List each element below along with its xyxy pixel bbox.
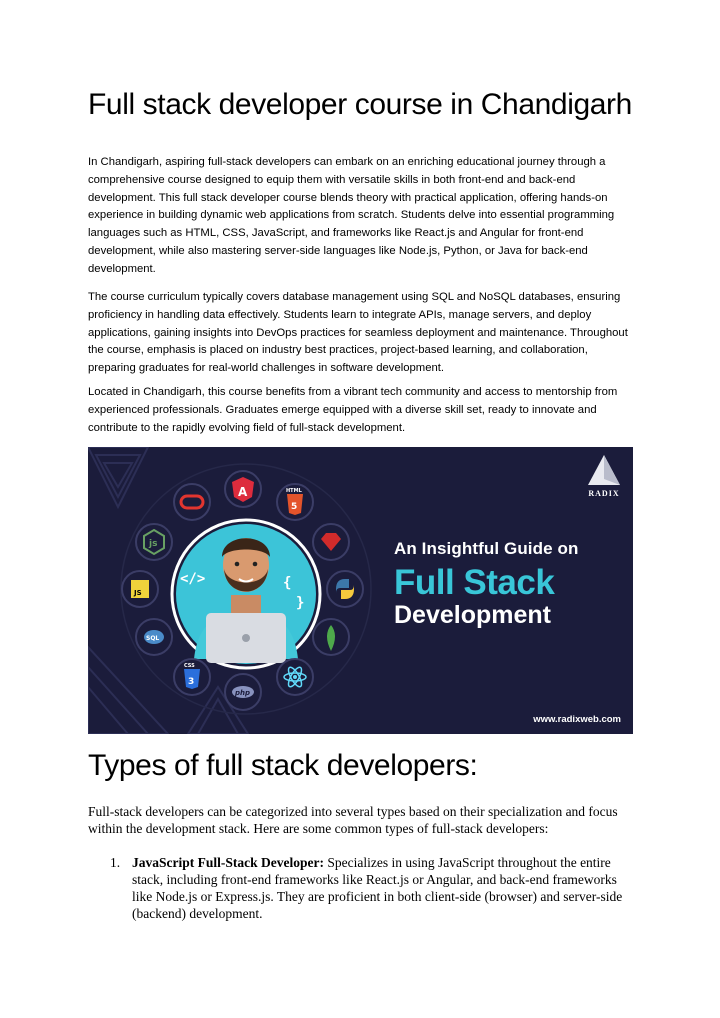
curriculum-paragraph: The course curriculum typically covers database management using SQL and NoSQL databases, ensuring proficiency in handling data effectively. Students learn to integrate APIs, manage servers, and deploy applications, gaining insights into DevOps practices for seamless deployment and maintenance. Throughout the course, emphasis is placed on industry best practices, project-based learning, and collaboration, preparing graduates for real-world challenges in software development.: [88, 291, 628, 375]
page-title: Full stack developer course in Chandigarh: [88, 88, 632, 121]
developer-types-list: [110, 854, 635, 922]
code-symbol: </>: [180, 571, 206, 587]
svg-text:A: A: [238, 485, 248, 499]
section-heading: Types of full stack developers:: [88, 749, 478, 782]
mongodb-icon: [313, 619, 349, 655]
javascript-icon: [122, 571, 158, 607]
svg-text:php: php: [235, 689, 251, 697]
intro-paragraph: In Chandigarh, aspiring full-stack developers can embark on an enriching educational journey through a comprehensive course designed to equip them with versatile skills in both front-end and back-end development. This full stack developer course blends theory with practical application, offering hands-on experience in building dynamic web applications from scratch. Students delve into essential programming languages such as HTML, CSS, JavaScript, and frameworks like React.js and Angular for front-end development, while also mastering server-side languages like Node.js, Python, or Java for back-end development.: [88, 156, 615, 275]
svg-text:JS: JS: [134, 589, 142, 597]
svg-text:CSS: CSS: [184, 663, 195, 669]
angular-icon: [225, 471, 261, 507]
banner-headline-big: Full Stack: [394, 563, 555, 602]
css3-icon: [174, 659, 210, 695]
banner-headline-small: An Insightful Guide on: [394, 539, 579, 558]
location-paragraph: Located in Chandigarh, this course benefits from a vibrant tech community and access to mentorship from experienced professionals. Graduates emerge equipped with a diverse skill set, ready to innovate and contribute to the rapidly evolving field of full-stack development.: [88, 386, 618, 434]
list-item: [110, 854, 635, 922]
banner-headline-mid: Development: [394, 601, 551, 629]
html5-icon: [277, 484, 313, 520]
banner-headline: [394, 539, 624, 630]
brand-name: RADIX: [588, 489, 620, 498]
list-item-lead: JavaScript Full-Stack Developer:: [132, 855, 324, 870]
svg-text:js: js: [149, 539, 158, 549]
svg-text:HTML: HTML: [286, 488, 302, 494]
brace-close: }: [296, 595, 305, 611]
brace-open: {: [283, 575, 292, 591]
react-icon: [277, 659, 313, 695]
developer-avatar: [172, 520, 320, 668]
python-icon: [327, 571, 363, 607]
radix-logo-icon: [588, 455, 620, 485]
php-icon: [225, 674, 261, 710]
svg-text:5: 5: [291, 502, 298, 512]
banner-url: www.radixweb.com: [533, 714, 621, 725]
sql-icon: [136, 619, 172, 655]
section-intro: Full-stack developers can be categorized into several types based on their specialization and focus within the development stack. Here are some common types of full-stack developers:: [88, 804, 618, 836]
svg-text:3: 3: [188, 677, 195, 687]
svg-text:SQL: SQL: [146, 635, 160, 642]
ruby-icon: [313, 524, 349, 560]
nodejs-icon: [136, 524, 172, 560]
list-item-number: 1.: [110, 855, 121, 870]
oracle-icon: [174, 484, 210, 520]
full-stack-banner-image: [88, 447, 633, 734]
list-item-text: Specializes in using JavaScript throughout the entire stack, including front-end frameworks like React.js or Angular, and back-end frameworks like Node.js or Express.js. They are proficient in both client-side (browser) and server-side (backend) development.: [132, 855, 623, 921]
